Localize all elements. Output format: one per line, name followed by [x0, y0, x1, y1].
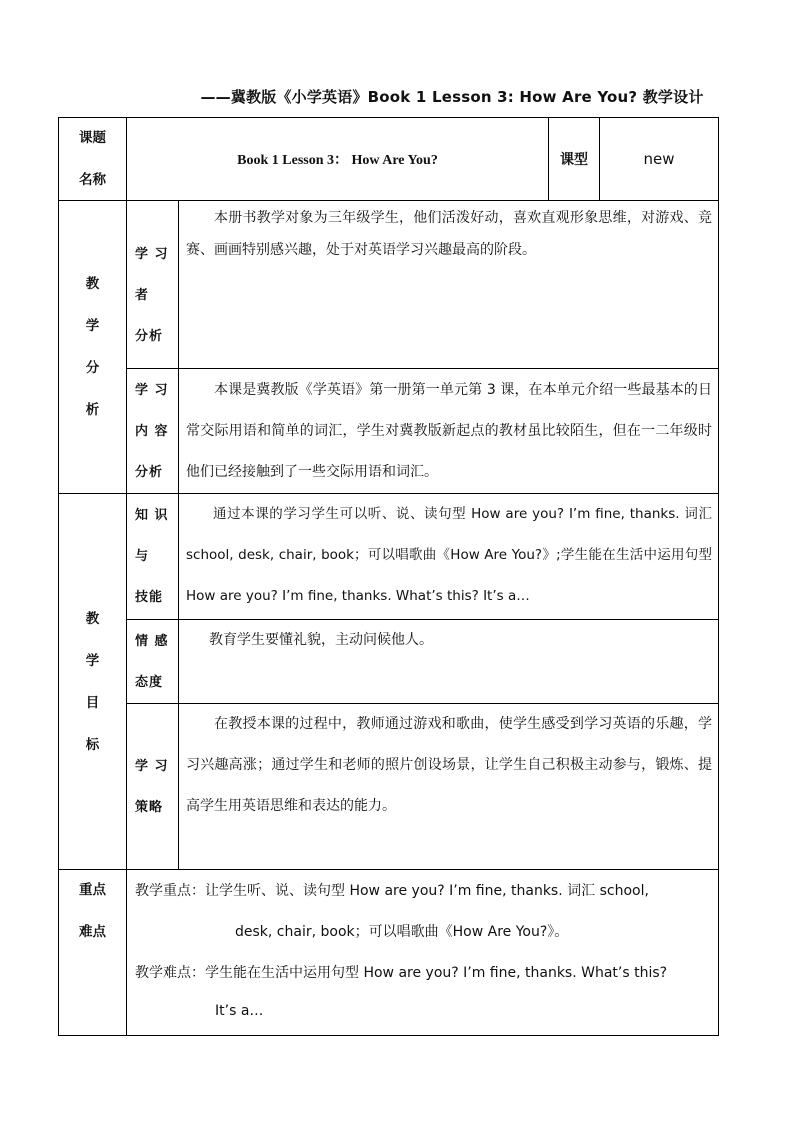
difficulty-line-1: 教学难点：学生能在生活中运用句型 How are you? I’m fine, thanks. What’s this? [135, 965, 668, 981]
strategy-text: 在教授本课的过程中，教师通过游戏和歌曲，使学生感受到学习英语的乐趣，学习兴趣高涨；通过学生和老师的照片创设场景，让学生自己积极主动参与，锻炼、提高学生用英语思维和表达的能力。 [186, 716, 712, 814]
grid-line [718, 117, 719, 1036]
label-line: 内 容 [135, 423, 169, 439]
focus-line-1: 教学重点：让学生听、说、读句型 How are you? I’m fine, thanks. 词汇 school, [135, 883, 649, 899]
label-line: 策略 [135, 799, 164, 815]
key-points-char: 重点 [79, 882, 106, 898]
page-title [0, 86, 794, 107]
teaching-goals-char: 标 [85, 736, 100, 753]
page-title-english: Book 1 Lesson 3: How Are You? [367, 88, 638, 106]
learner-analysis-text: 本册书教学对象为三年级学生，他们活泼好动，喜欢直观形象思维，对游戏、竞赛、画画特别感兴趣，处于对英语学习兴趣最高的阶段。 [186, 210, 712, 258]
difficulty-line-2: It’s a… [215, 1003, 264, 1019]
label-line: 技能 [135, 590, 164, 605]
label-line: 分析 [135, 464, 164, 480]
content-analysis-label [127, 369, 178, 493]
page-title-suffix: 教学设计 [637, 88, 704, 106]
content-analysis-text: 本课是冀教版《学英语》第一册第一单元第 3 课，在本单元介绍一些最基本的日常交际用语和简单的词汇，学生对冀教版新起点的教材虽比较陌生，但在一二年级时他们已经接触到了一些交际用语和词汇。 [186, 382, 712, 480]
lesson-type-value: new [643, 150, 675, 168]
teaching-analysis-char: 学 [85, 318, 100, 334]
label-line: 分析 [135, 328, 164, 344]
key-points-content [127, 870, 718, 1035]
lesson-name-label-line2: 名称 [79, 172, 106, 188]
strategy-label [127, 704, 178, 869]
teaching-analysis-char: 析 [85, 402, 100, 418]
teaching-goals-char: 教 [85, 610, 100, 627]
knowledge-skills-text: 通过本课的学习学生可以听、说、读句型 How are you? I’m fine, thanks. 词汇 school, desk, chair, book；可以唱歌曲《How Are You?》;学生能在生活中运用句型 How are you? I’m fine, thanks. What’s this? It’s a… [186, 506, 712, 604]
label-line: 者 [135, 287, 150, 303]
label-line: 知 识 [135, 508, 169, 523]
attitude-text: 教育学生要懂礼貌，主动问候他人。 [209, 632, 433, 648]
attitude-label [127, 620, 178, 703]
label-line: 情 感 [135, 633, 169, 649]
label-line: 学 习 [135, 246, 169, 262]
teaching-goals-char: 学 [85, 652, 100, 669]
lesson-title: Book 1 Lesson 3： How Are You? [237, 153, 438, 168]
learner-analysis-label [127, 222, 178, 368]
label-line: 与 [135, 549, 150, 564]
teaching-goals-char: 目 [85, 694, 100, 711]
key-points-char: 难点 [79, 924, 106, 940]
focus-line-2: desk, chair, book；可以唱歌曲《How Are You?》。 [235, 924, 569, 940]
lesson-name-label [59, 118, 126, 200]
lesson-type-label: 课型 [560, 152, 588, 168]
teaching-goals-label [59, 494, 126, 869]
teaching-analysis-label [59, 201, 126, 493]
teaching-analysis-char: 教 [85, 276, 100, 292]
key-points-label [59, 870, 126, 952]
grid-line [58, 1035, 719, 1036]
page-title-prefix: ——冀教版《小学英语》 [200, 88, 368, 106]
knowledge-skills-label [127, 494, 178, 619]
label-line: 学 习 [135, 382, 169, 398]
lesson-name-label-line1: 课题 [79, 130, 106, 146]
teaching-analysis-char: 分 [85, 360, 100, 376]
label-line: 学 习 [135, 758, 169, 774]
label-line: 态度 [135, 674, 164, 690]
